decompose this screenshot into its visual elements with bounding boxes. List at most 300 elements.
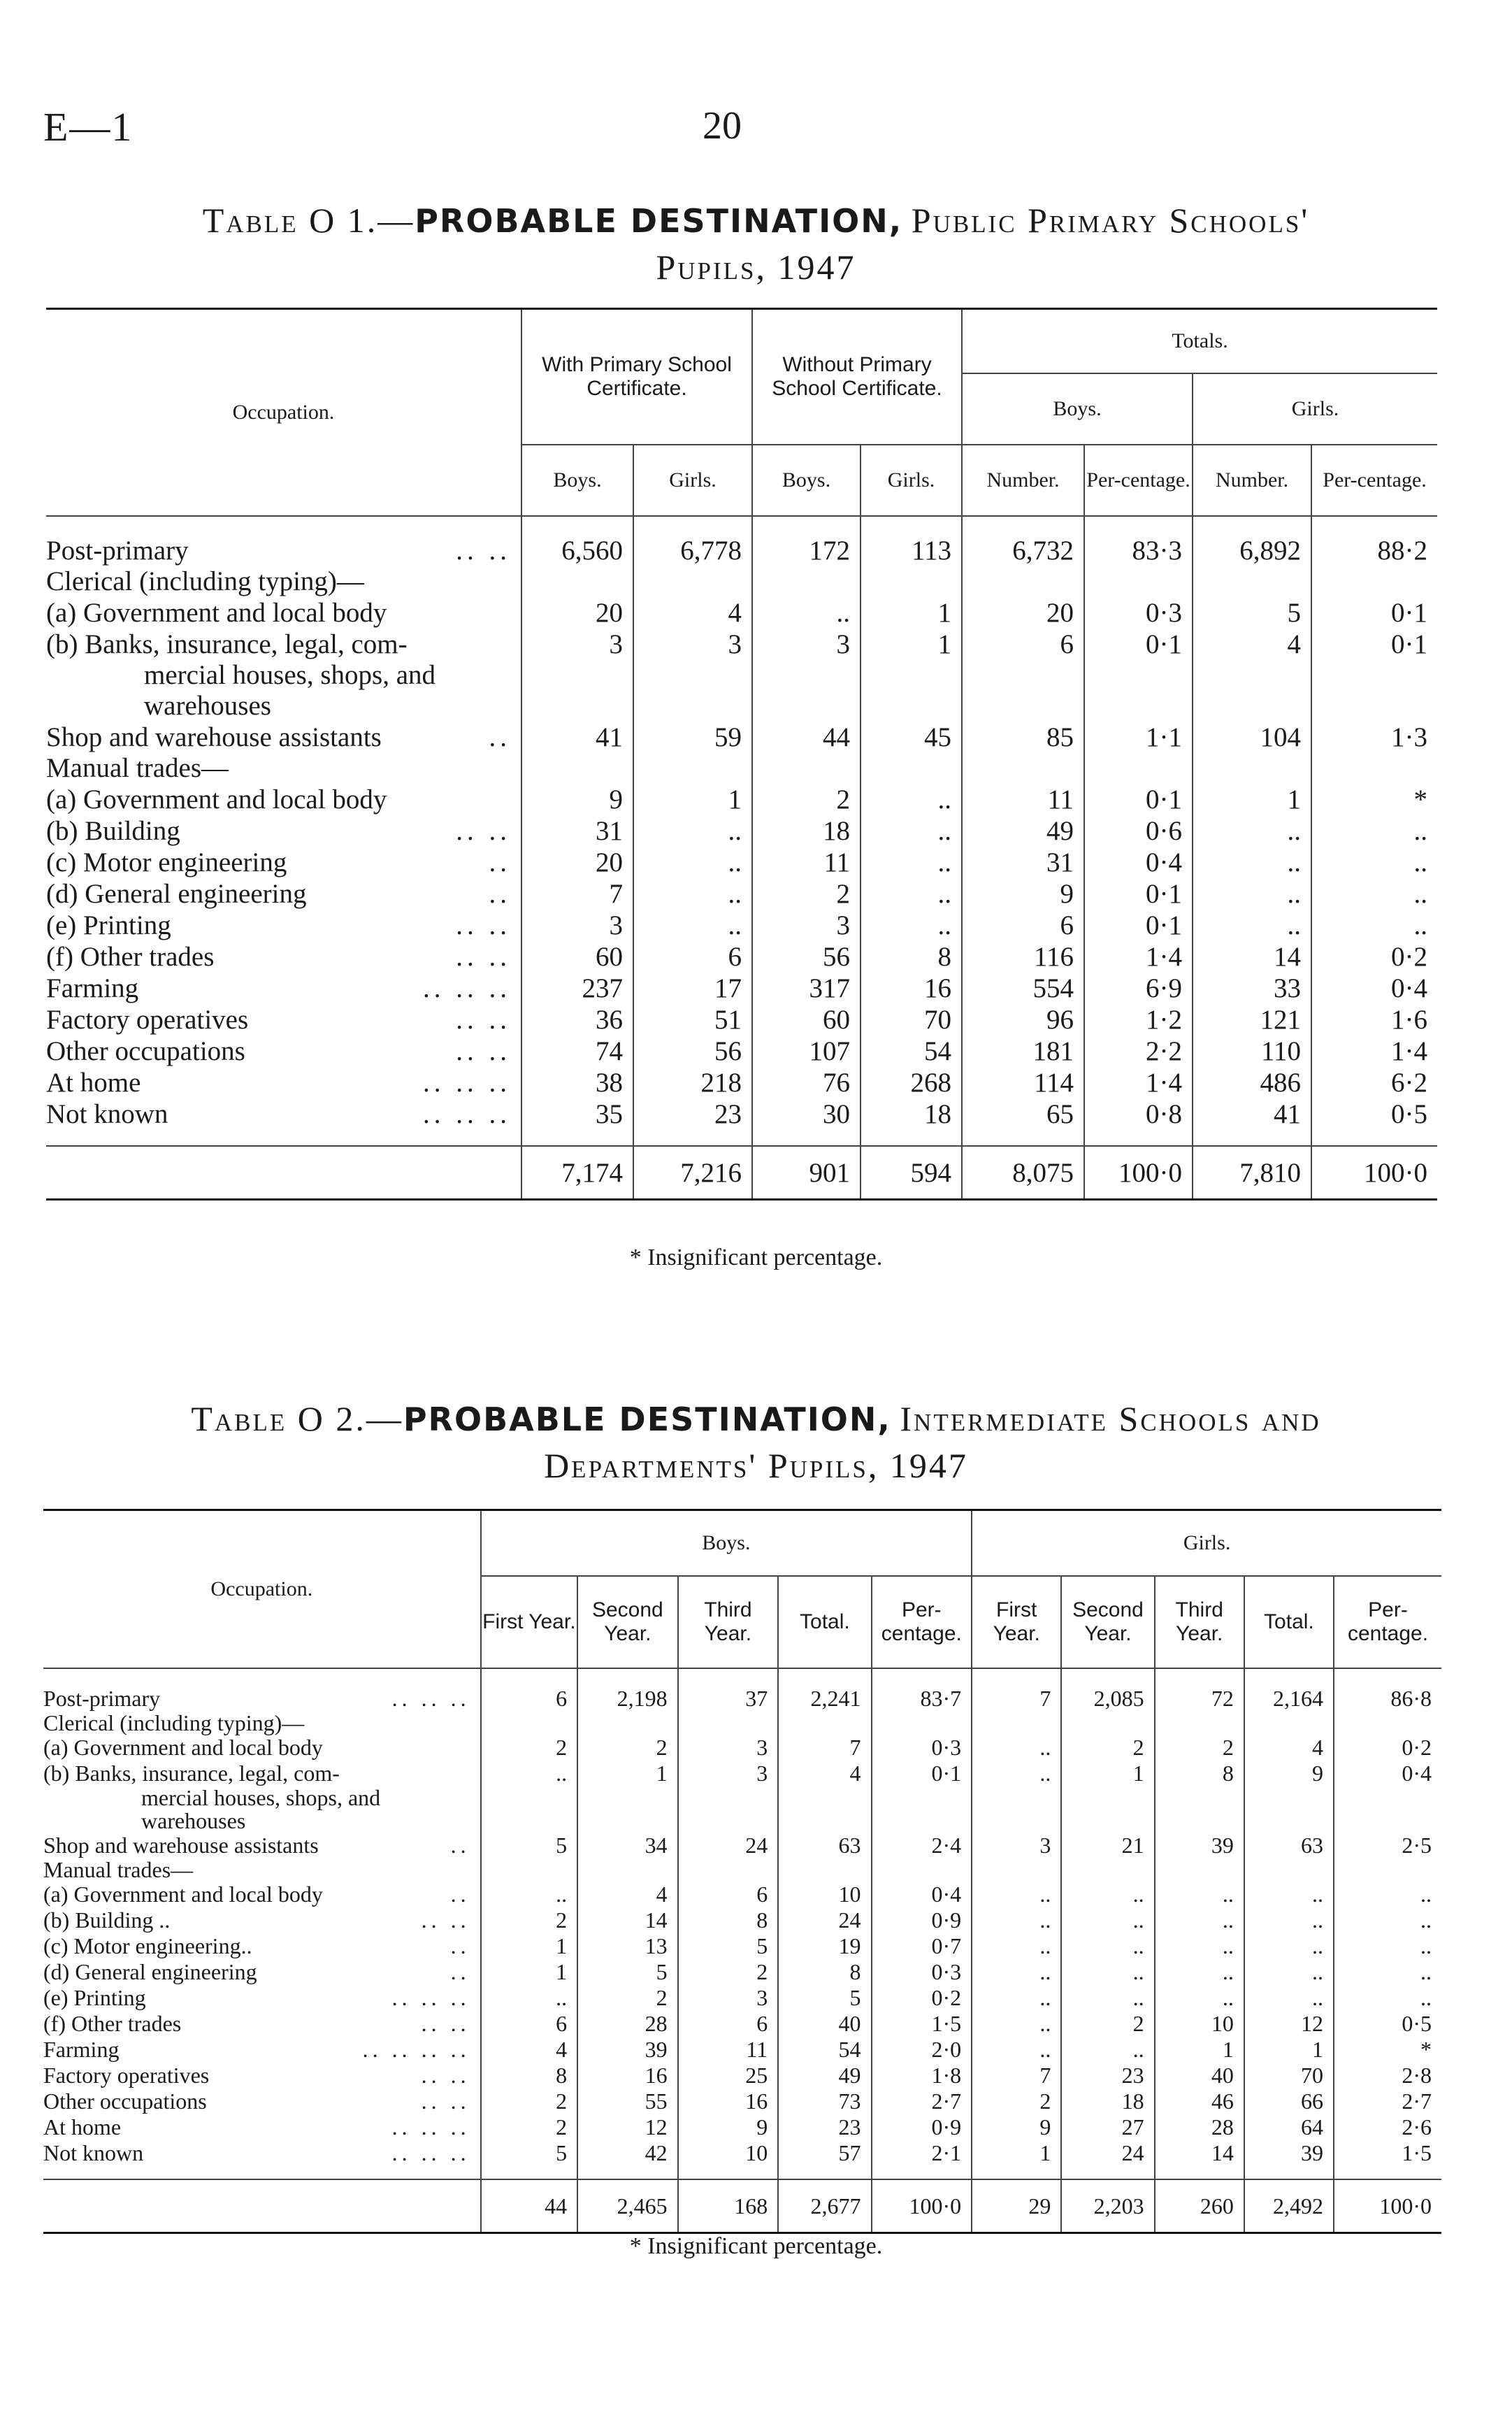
row-label: (f) Other trades — [43, 2011, 182, 2036]
table-cell: 1·5 — [872, 2011, 972, 2037]
table1-caption-line2: Pupils, 1947 — [656, 248, 856, 287]
table-cell: 83·3 — [1084, 516, 1193, 566]
table-cell: .. — [1193, 910, 1311, 941]
table-cell: 0·5 — [1402, 2011, 1432, 2036]
table-cell: 1·5 — [1402, 2140, 1432, 2165]
table-cell — [1084, 660, 1193, 691]
table2-footnote: * Insignificant percentage. — [629, 2233, 883, 2259]
table-cell: .. — [1155, 1933, 1244, 1959]
table-cell: 2·7 — [1402, 2088, 1432, 2114]
table-cell — [962, 753, 1084, 784]
table-cell: 1 — [1193, 784, 1311, 815]
table1-total-cell: 100·0 — [1364, 1157, 1428, 1188]
table-cell: 2·5 — [1402, 1833, 1432, 1858]
table-cell: 0·1 — [872, 1761, 972, 1786]
table-cell: 4 — [481, 2037, 577, 2063]
table-cell — [778, 1712, 871, 1735]
row-label-cell — [46, 1004, 521, 1035]
table-cell: 24 — [778, 1907, 871, 1933]
table-cell: 3 — [678, 1735, 779, 1761]
table-cell: 11 — [678, 2037, 779, 2063]
table1-header-number-girls: Number. — [1193, 445, 1311, 516]
table-cell: 3 — [678, 1761, 779, 1786]
table-cell: 317 — [752, 973, 861, 1004]
table-cell — [1334, 1810, 1441, 1833]
table-cell: 1·4 — [1084, 941, 1193, 973]
table-cell: 14 — [1193, 941, 1311, 973]
table-cell: 42 — [577, 2140, 678, 2179]
table-cell: 6 — [678, 1882, 779, 1907]
table-cell: .. — [1155, 1882, 1244, 1907]
table-cell: .. — [972, 1985, 1061, 2011]
table-cell: 1·3 — [1391, 722, 1428, 752]
leader-dots: .. .. — [456, 941, 511, 972]
table-cell: .. — [861, 784, 962, 815]
table-cell — [1155, 1712, 1244, 1735]
table2-total-cell: 29 — [972, 2179, 1061, 2233]
table2-caption-prefix: Table O 2.— — [191, 1399, 403, 1438]
table-cell: 36 — [521, 1004, 633, 1035]
row-label-cell — [43, 2063, 481, 2088]
table-cell: 39 — [577, 2037, 678, 2063]
table1-header-without-cert: Without Primary School Certificate. — [752, 309, 962, 445]
table1-header-occupation: Occupation. — [46, 309, 521, 517]
table-cell — [1061, 1858, 1154, 1882]
table-cell: .. — [1061, 1959, 1154, 1985]
row-label: Manual trades— — [43, 1857, 194, 1882]
row-label: Factory operatives — [46, 1004, 249, 1035]
table-cell: 554 — [962, 973, 1084, 1004]
table-cell — [1311, 753, 1437, 784]
row-label: (e) Printing — [46, 910, 171, 940]
table-cell: 21 — [1061, 1833, 1154, 1858]
table-cell: .. — [1155, 1907, 1244, 1933]
table-cell — [861, 660, 962, 691]
table-cell: 20 — [521, 597, 633, 629]
table-cell: 0·2 — [1391, 942, 1428, 972]
table2-header-first-year: First Year. — [481, 1576, 577, 1668]
row-label-cell — [46, 973, 521, 1004]
table-cell: 40 — [1155, 2063, 1244, 2088]
table-cell: 45 — [861, 722, 962, 753]
table1-header-boys-2: Boys. — [752, 445, 861, 516]
table-cell: .. — [633, 847, 752, 878]
table-cell: 12 — [1244, 2011, 1334, 2037]
table-cell: 73 — [778, 2088, 871, 2114]
table-cell: .. — [972, 1933, 1061, 1959]
table-row — [46, 1035, 1437, 1067]
table2-header-boys: Boys. — [481, 1510, 972, 1577]
row-label-cell — [46, 691, 521, 722]
table-cell: 121 — [1193, 1004, 1311, 1035]
table-cell: .. — [1244, 1959, 1334, 1985]
table-cell: 2 — [678, 1959, 779, 1985]
table-row — [43, 2011, 1441, 2037]
table-row — [43, 1858, 1441, 1882]
table-cell: 2·4 — [872, 1833, 972, 1858]
table-cell — [1155, 1810, 1244, 1833]
table-cell — [1311, 566, 1437, 597]
table2-total-cell: 2,677 — [778, 2179, 871, 2233]
row-label-cell — [43, 2037, 481, 2063]
table-cell: 1·2 — [1084, 1004, 1193, 1035]
table-cell — [481, 1810, 577, 1833]
table-cell — [1084, 691, 1193, 722]
table-cell: 7 — [521, 878, 633, 910]
row-label-cell — [46, 815, 521, 847]
table-cell: 46 — [1155, 2088, 1244, 2114]
table-cell: .. — [1413, 847, 1428, 877]
table-cell — [678, 1712, 779, 1735]
table-cell: 5 — [678, 1933, 779, 1959]
table-cell: 9 — [678, 2114, 779, 2140]
table-row — [46, 815, 1437, 847]
row-label: warehouses — [141, 1808, 246, 1833]
table-cell: 110 — [1193, 1035, 1311, 1067]
table-cell: .. — [972, 1882, 1061, 1907]
table-cell: .. — [633, 878, 752, 910]
table-row — [46, 910, 1437, 941]
table-cell: 4 — [1244, 1735, 1334, 1761]
row-label-cell — [43, 1985, 481, 2011]
row-label-cell — [46, 1098, 521, 1146]
table-cell: 18 — [752, 815, 861, 847]
table-cell — [1193, 566, 1311, 597]
table-cell — [633, 660, 752, 691]
table-cell: 0·9 — [872, 1907, 972, 1933]
table-cell — [481, 1858, 577, 1882]
table-cell: .. — [1155, 1959, 1244, 1985]
table-cell — [861, 691, 962, 722]
table-cell: 96 — [962, 1004, 1084, 1035]
table-cell: 85 — [962, 722, 1084, 753]
table-cell — [1061, 1786, 1154, 1810]
row-label: (b) Banks, insurance, legal, com- — [46, 629, 408, 659]
leader-dots: .. — [450, 1959, 470, 1984]
table-cell: 0·2 — [872, 1985, 972, 2011]
table-cell: 2 — [1155, 1735, 1244, 1761]
table-cell: .. — [481, 1985, 577, 2011]
table-cell — [678, 1810, 779, 1833]
table-cell: 57 — [778, 2140, 871, 2179]
table-cell: 18 — [861, 1098, 962, 1146]
table1-header-boys-group: Boys. — [962, 373, 1193, 445]
row-label: (c) Motor engineering.. — [43, 1933, 252, 1958]
table-cell: 28 — [1155, 2114, 1244, 2140]
row-label-cell — [46, 660, 521, 691]
table-cell: 9 — [962, 878, 1084, 910]
row-label-cell — [43, 2140, 481, 2179]
row-label-cell — [46, 784, 521, 815]
table-cell — [972, 1712, 1061, 1735]
table-cell: 5 — [1193, 597, 1311, 629]
table-cell: 1·6 — [1391, 1005, 1428, 1035]
table-cell — [1244, 1858, 1334, 1882]
table-row — [46, 722, 1437, 753]
table-cell: 2·1 — [872, 2140, 972, 2179]
table-cell: 65 — [962, 1098, 1084, 1146]
table1-caption-bold: PROBABLE DESTINATION, — [415, 202, 903, 240]
table1-header-with-cert: With Primary School Certificate. — [521, 309, 752, 445]
row-label: Farming — [43, 2037, 120, 2062]
row-label: (a) Government and local body — [46, 784, 387, 815]
table-cell — [678, 1858, 779, 1882]
row-label-cell — [43, 2114, 481, 2140]
table-cell: 0·1 — [1391, 629, 1428, 659]
table-cell: 3 — [521, 910, 633, 941]
row-label: (b) Building — [46, 815, 180, 846]
row-label-cell — [46, 753, 521, 784]
table-cell: 20 — [962, 597, 1084, 629]
table-cell: 1 — [861, 629, 962, 660]
table-cell: 9 — [521, 784, 633, 815]
table-row — [46, 597, 1437, 629]
table-cell — [1334, 1786, 1441, 1810]
table-cell — [861, 566, 962, 597]
table1-body — [46, 516, 1437, 1146]
row-label: Manual trades— — [46, 753, 229, 783]
table-cell: 60 — [752, 1004, 861, 1035]
table-cell: .. — [1420, 1882, 1432, 1907]
table-cell: 0·7 — [872, 1933, 972, 1959]
table-row — [43, 1907, 1441, 1933]
page-header — [0, 0, 1512, 168]
leader-dots: .. .. .. .. — [362, 2037, 470, 2062]
table-cell — [521, 753, 633, 784]
row-label: Not known — [43, 2140, 144, 2165]
table-cell — [633, 566, 752, 597]
leader-dots: .. .. .. — [423, 1098, 511, 1129]
table-cell — [1061, 1810, 1154, 1833]
row-label: mercial houses, shops, and — [141, 1785, 381, 1810]
table-cell: 0·8 — [1084, 1098, 1193, 1146]
table-cell: 1 — [577, 1761, 678, 1786]
table-row — [43, 1735, 1441, 1761]
row-label-cell — [46, 910, 521, 941]
table-cell: 2,241 — [778, 1668, 871, 1712]
table-cell — [1155, 1786, 1244, 1810]
leader-dots: .. .. .. — [391, 1985, 470, 2010]
table2-body — [43, 1668, 1441, 2179]
table-cell: 6,892 — [1193, 516, 1311, 566]
table-cell: 0·4 — [1391, 973, 1428, 1003]
table2-total-cell: 168 — [678, 2179, 779, 2233]
table-row — [43, 1668, 1441, 1712]
table-cell: * — [1420, 2037, 1432, 2062]
leader-dots: .. .. — [421, 2063, 470, 2088]
table-cell: 0·1 — [1391, 598, 1428, 628]
table-cell — [1193, 753, 1311, 784]
table-cell: 11 — [752, 847, 861, 878]
row-label-cell — [43, 1933, 481, 1959]
table-cell: 10 — [1155, 2011, 1244, 2037]
table2-header-first-year-girls: First Year. — [972, 1576, 1061, 1668]
table-cell: 0·1 — [1084, 910, 1193, 941]
table-row — [43, 1786, 1441, 1810]
table-cell: 218 — [633, 1067, 752, 1098]
table2-total-cell: 44 — [481, 2179, 577, 2233]
table-cell — [962, 660, 1084, 691]
table-cell: 1·4 — [1391, 1036, 1428, 1066]
table-cell: 86·8 — [1390, 1686, 1432, 1711]
table-cell — [577, 1810, 678, 1833]
table-cell: 2 — [577, 1735, 678, 1761]
table1-total-cell: 100·0 — [1084, 1146, 1193, 1200]
table-cell: 1 — [1244, 2037, 1334, 2063]
table-cell: 2 — [481, 2088, 577, 2114]
table-cell: 3 — [752, 910, 861, 941]
table-cell: 63 — [778, 1833, 871, 1858]
table-cell: 20 — [521, 847, 633, 878]
row-label-cell — [43, 2088, 481, 2114]
table-row — [46, 660, 1437, 691]
table-row — [46, 1098, 1437, 1146]
table2-totals-row — [43, 2179, 1441, 2233]
row-label: (c) Motor engineering — [46, 847, 287, 877]
row-label-cell — [43, 1882, 481, 1907]
row-label-cell — [43, 1712, 481, 1735]
row-label-cell — [46, 629, 521, 660]
table-cell — [1084, 566, 1193, 597]
table-cell — [521, 566, 633, 597]
table-cell — [1193, 691, 1311, 722]
row-label-cell — [43, 1668, 481, 1712]
table-cell: 104 — [1193, 722, 1311, 753]
table-cell: 70 — [1244, 2063, 1334, 2088]
row-label-cell — [43, 2011, 481, 2037]
table-cell: .. — [861, 815, 962, 847]
table-cell — [633, 691, 752, 722]
table-row — [43, 2088, 1441, 2114]
table-cell: 2 — [1061, 1735, 1154, 1761]
table2-header-second-year-girls: Second Year. — [1061, 1576, 1154, 1668]
table-cell: 0·4 — [1402, 1761, 1432, 1786]
row-label-cell — [43, 1810, 481, 1833]
table-cell: 9 — [972, 2114, 1061, 2140]
table-cell: 268 — [861, 1067, 962, 1098]
table2-total-cell: 2,492 — [1244, 2179, 1334, 2233]
table-cell: 8 — [678, 1907, 779, 1933]
row-label: (a) Government and local body — [43, 1882, 323, 1907]
table-cell: .. — [1061, 1907, 1154, 1933]
table-cell: .. — [972, 1959, 1061, 1985]
table1-total-cell: 7,810 — [1193, 1146, 1311, 1200]
table-cell: 6·2 — [1391, 1068, 1428, 1098]
table-cell: 16 — [577, 2063, 678, 2088]
row-label-cell — [46, 566, 521, 597]
row-label: Shop and warehouse assistants — [46, 722, 382, 752]
table-cell — [872, 1810, 972, 1833]
table2-header-occupation: Occupation. — [43, 1510, 481, 1669]
table-cell: 0·5 — [1391, 1099, 1428, 1129]
table-cell: 237 — [521, 973, 633, 1004]
table-cell: .. — [861, 878, 962, 910]
table-cell: 30 — [752, 1098, 861, 1146]
table-cell: 0·3 — [872, 1959, 972, 1985]
table1-caption — [0, 197, 1512, 290]
row-label: (d) General engineering — [46, 878, 307, 909]
table-cell: 16 — [678, 2088, 779, 2114]
table-cell: .. — [861, 847, 962, 878]
table-cell — [752, 566, 861, 597]
table-cell — [1334, 1712, 1441, 1735]
row-label-cell — [46, 1035, 521, 1067]
row-label: Shop and warehouse assistants — [43, 1833, 319, 1858]
table-row — [46, 516, 1437, 566]
table-cell: .. — [1155, 1985, 1244, 2011]
table-cell: 2·6 — [1402, 2114, 1432, 2140]
table-cell: .. — [1244, 1985, 1334, 2011]
table-cell: 56 — [752, 941, 861, 973]
table-cell: 37 — [678, 1668, 779, 1712]
table-cell: 116 — [962, 941, 1084, 973]
table-cell: 27 — [1061, 2114, 1154, 2140]
row-label: Not known — [46, 1098, 168, 1129]
table-cell — [752, 660, 861, 691]
table-cell: .. — [1420, 1959, 1432, 1984]
table-cell — [1311, 660, 1437, 691]
leader-dots: .. .. — [456, 1035, 511, 1066]
table-cell: 54 — [778, 2037, 871, 2063]
row-label-cell — [43, 1858, 481, 1882]
table1-header-percentage-girls: Per-centage. — [1323, 468, 1427, 492]
table-cell: 74 — [521, 1035, 633, 1067]
table1-total-cell: 594 — [861, 1146, 962, 1200]
table-cell: .. — [972, 1907, 1061, 1933]
table1-caption-rest: Public Primary Schools' — [911, 201, 1310, 240]
row-label-cell — [46, 597, 521, 629]
table-cell: 19 — [778, 1933, 871, 1959]
table-cell: 1 — [1061, 1761, 1154, 1786]
table-row — [43, 2063, 1441, 2088]
table1-header-percentage-boys: Per-centage. — [1084, 445, 1193, 516]
table-row — [43, 1985, 1441, 2011]
table-cell: 2 — [481, 1735, 577, 1761]
table-cell: 14 — [1155, 2140, 1244, 2179]
row-label: (e) Printing — [43, 1985, 146, 2010]
table-cell: 23 — [1061, 2063, 1154, 2088]
table-cell: 9 — [1244, 1761, 1334, 1786]
table-cell: 1 — [633, 784, 752, 815]
table-cell — [872, 1786, 972, 1810]
table-cell: 2 — [577, 1985, 678, 2011]
table-cell: 2 — [972, 2088, 1061, 2114]
leader-dots: .. .. .. — [423, 973, 511, 1003]
table-cell: 88·2 — [1377, 536, 1428, 566]
table-cell: 54 — [861, 1035, 962, 1067]
table-cell: 3 — [633, 629, 752, 660]
table-row — [46, 691, 1437, 722]
table-cell: 56 — [633, 1035, 752, 1067]
table-cell: 107 — [752, 1035, 861, 1067]
table-cell — [872, 1712, 972, 1735]
row-label-cell — [46, 847, 521, 878]
table-cell: .. — [1413, 816, 1428, 846]
table2-caption-bold: PROBABLE DESTINATION, — [403, 1400, 891, 1438]
table2-caption-line2: Departments' Pupils, 1947 — [544, 1446, 968, 1485]
table-cell — [577, 1712, 678, 1735]
table-cell: 1 — [972, 2140, 1061, 2179]
table-cell: .. — [972, 2011, 1061, 2037]
row-label-cell — [46, 722, 521, 753]
row-label-cell — [46, 941, 521, 973]
table-cell — [972, 1786, 1061, 1810]
table-cell — [481, 1712, 577, 1735]
table-cell: 7 — [972, 2063, 1061, 2088]
leader-dots: .. .. .. — [391, 2114, 470, 2140]
table-cell: 59 — [633, 722, 752, 753]
table-cell: 23 — [633, 1098, 752, 1146]
